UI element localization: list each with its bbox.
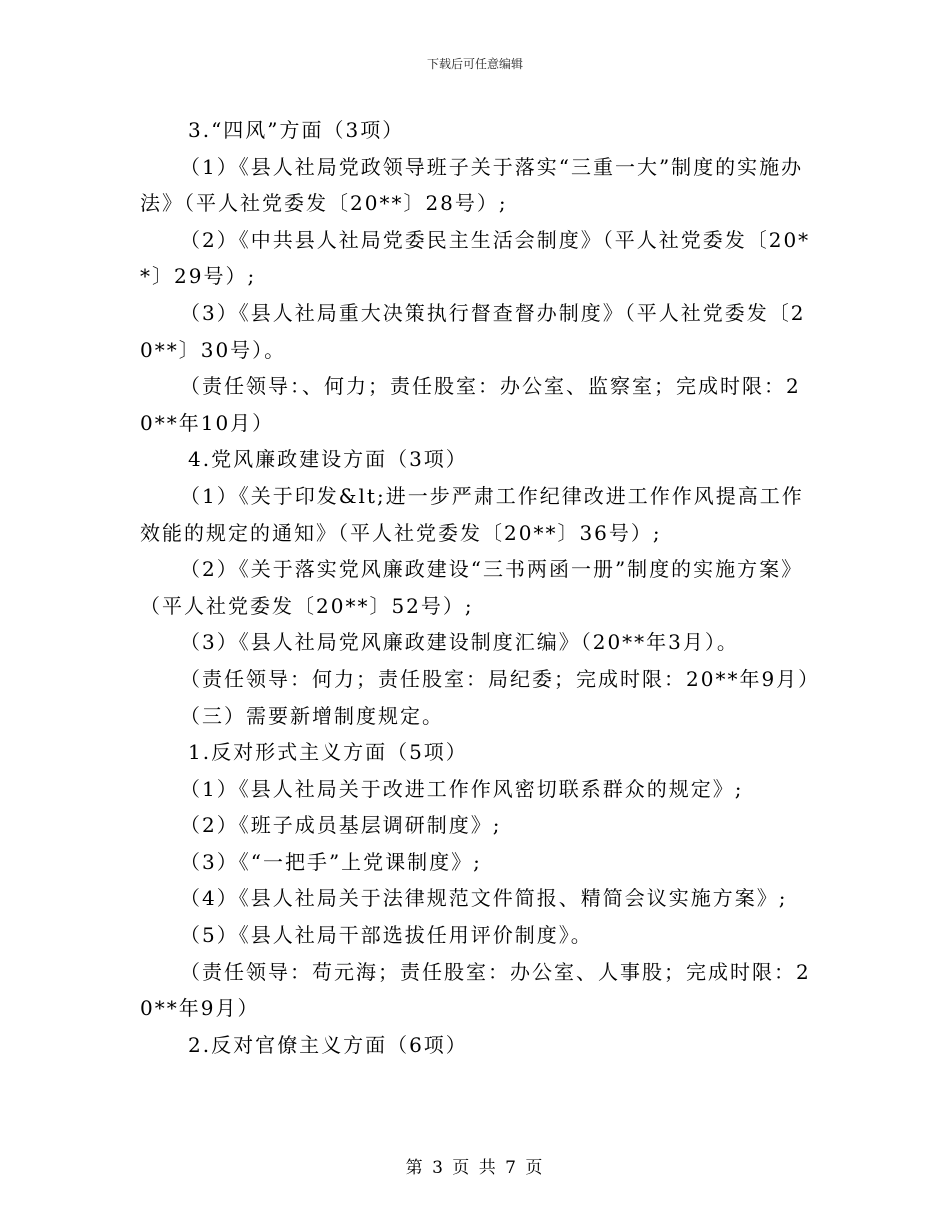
section-heading: 4.党风廉政建设方面（3项） [188, 447, 468, 472]
list-item: （3）《“一把手”上党课制度》; [180, 849, 482, 874]
list-item: （1）《县人社局关于改进工作作风密切联系群众的规定》; [180, 776, 744, 801]
page-footer: 第 3 页 共 7 页 [405, 1158, 545, 1178]
responsibility-note: （责任领导：何力；责任股室：局纪委；完成时限：20**年9月） [180, 666, 821, 691]
list-item: （3）《县人社局重大决策执行督查督办制度》（平人社党委发〔20**〕30号）。 [140, 300, 806, 362]
page-header: 下载后可任意编辑 [426, 57, 523, 71]
list-item: （5）《县人社局干部选拔任用评价制度》。 [180, 923, 593, 948]
list-item: （2）《班子成员基层调研制度》; [180, 813, 502, 838]
list-item: （3）《县人社局党风廉政建设制度汇编》（20**年3月）。 [180, 630, 739, 655]
list-item: （1）《县人社局党政领导班子关于落实“三重一大”制度的实施办法》（平人社党委发〔20**〕28号）; [140, 154, 804, 216]
list-item: （1）《关于印发&lt;进一步严肃工作纪律改进工作作风提高工作效能的规定的通知》（平人社党委发〔20**〕36号）; [140, 483, 804, 545]
subsection-heading: （三）需要新增制度规定。 [180, 703, 444, 728]
responsibility-note: （责任领导：、何力；责任股室：办公室、监察室；完成时限：20**年10月） [140, 374, 801, 435]
responsibility-note: （责任领导：苟元海；责任股室：办公室、人事股；完成时限：20**年9月） [140, 959, 811, 1021]
section-heading: 2.反对官僚主义方面（6项） [188, 1032, 468, 1057]
section-heading: 1.反对形式主义方面（5项） [188, 740, 468, 765]
list-item: （4）《县人社局关于法律规范文件简报、精简会议实施方案》; [180, 886, 788, 911]
list-item: （2）《中共县人社局党委民主生活会制度》（平人社党委发〔20**〕29号）; [140, 227, 811, 289]
section-heading: 3.“四风”方面（3项） [188, 118, 405, 142]
document-body [140, 112, 821, 1063]
list-item: （2）《关于落实党风廉政建设“三书两函一册”制度的实施方案》（平人社党委发〔20**〕52号）; [140, 557, 804, 618]
